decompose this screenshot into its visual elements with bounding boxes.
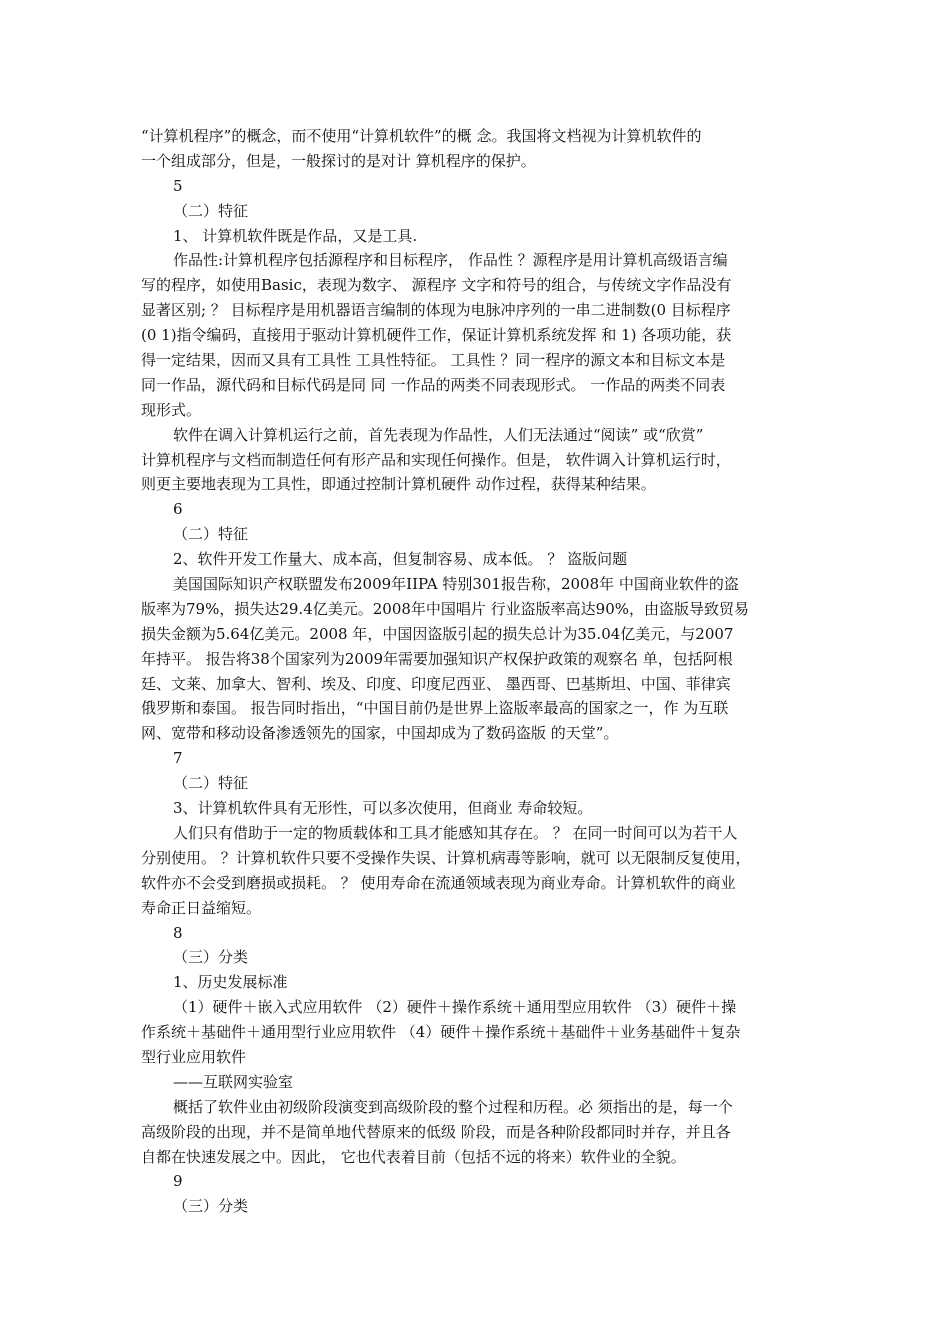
text-line: 8 xyxy=(173,923,183,942)
text-line: ——互联网实验室 xyxy=(173,1072,294,1091)
text-line: 年持平。 报告将38个国家列为2009年需要加强知识产权保护政策的观察名 单，包括阿根 xyxy=(141,649,733,668)
text-line: 9 xyxy=(173,1172,183,1191)
text-line: 软件亦不会受到磨损或损耗。 ？ 使用寿命在流通领域表现为商业寿命。计算机软件的商业 xyxy=(141,873,736,892)
text-line: 寿命正日益缩短。 xyxy=(141,898,262,917)
text-line: 分别使用。 ？计算机软件只要不受操作失误、计算机病毒等影响，就可 以无限制反复使用， xyxy=(141,848,751,867)
text-line: 计算机程序与文档而制造任何有形产品和实现任何操作。但是， 软件调入计算机运行时， xyxy=(141,450,731,469)
text-line: 得一定结果，因而又具有工具性 工具性特征。 工具性 ？同一程序的源文本和目标文本是 xyxy=(141,351,726,370)
text-line: 损失金额为5.64亿美元。2008 年，中国因盗版引起的损失总计为35.04亿美元，与2007 xyxy=(141,624,734,643)
text-line: 一个组成部分，但是，一般探讨的是对计 算机程序的保护。 xyxy=(141,151,536,170)
text-line: 同一作品，源代码和目标代码是同 同 一作品的两类不同表现形式。 一作品的两类不同表 xyxy=(141,375,726,394)
text-line: （二）特征 xyxy=(173,774,249,793)
text-line: 5 xyxy=(173,176,183,195)
text-line: 3、计算机软件具有无形性，可以多次使用，但商业 寿命较短。 xyxy=(173,799,593,818)
document-body xyxy=(141,124,814,1219)
text-line: 作品性:计算机程序包括源程序和目标程序， 作品性 ？源程序是用计算机高级语言编 xyxy=(173,251,728,270)
text-line: 型行业应用软件 xyxy=(141,1047,247,1066)
text-line: 2、软件开发工作量大、成本高，但复制容易、成本低。 ？ 盗版问题 xyxy=(173,550,628,569)
text-line: 则更主要地表现为工具性，即通过控制计算机硬件 动作过程，获得某种结果。 xyxy=(141,475,656,494)
text-line: (0 1)指令编码，直接用于驱动计算机硬件工作，保证计算机系统发挥 和 1) 各项功能，获 xyxy=(141,326,732,345)
text-line: （三）分类 xyxy=(173,948,249,967)
text-line: 高级阶段的出现，并不是简单地代替原来的低级 阶段，而是各种阶段都同时并存，并且各 xyxy=(141,1122,731,1141)
text-line: （1）硬件＋嵌入式应用软件 （2）硬件＋操作系统＋通用型应用软件 （3）硬件＋操 xyxy=(173,998,737,1017)
text-line: （二）特征 xyxy=(173,201,249,220)
text-line: 1、 计算机软件既是作品，又是工具. xyxy=(173,226,418,245)
text-line: 概括了软件业由初级阶段演变到高级阶段的整个过程和历程。必 须指出的是，每一个 xyxy=(173,1097,733,1116)
text-line: 美国国际知识产权联盟发布2009年IIPA 特别301报告称，2008年 中国商业软件的盗 xyxy=(173,575,739,594)
text-line: 版率为79%，损失达29.4亿美元。2008年中国唱片 行业盗版率高达90%，由盗版导致贸易 xyxy=(141,599,750,618)
text-line: （二）特征 xyxy=(173,525,249,544)
text-line: 1、历史发展标准 xyxy=(173,973,288,992)
text-line: 6 xyxy=(173,500,183,519)
text-line: “计算机程序”的概念，而不使用“计算机软件”的概 念。我国将文档视为计算机软件的 xyxy=(141,127,702,145)
text-line: 人们只有借助于一定的物质载体和工具才能感知其存在。 ？ 在同一时间可以为若干人 xyxy=(173,823,738,842)
text-line: 网、宽带和移动设备渗透领先的国家，中国却成为了数码盗版 的天堂”。 xyxy=(141,724,619,743)
text-line: 作系统＋基础件＋通用型行业应用软件 （4）硬件＋操作系统＋基础件＋业务基础件＋复杂 xyxy=(141,1023,741,1042)
text-line: 俄罗斯和泰国。 报告同时指出，“中国目前仍是世界上盗版率最高的国家之一，作 为互联 xyxy=(141,699,729,718)
text-line: 现形式。 xyxy=(141,400,202,419)
text-line: （三）分类 xyxy=(173,1197,249,1216)
text-line: 自都在快速发展之中。因此， 它也代表着目前（包括不远的将来）软件业的全貌。 xyxy=(141,1147,686,1166)
text-line: 写的程序，如使用Basic，表现为数字、 源程序 文字和符号的组合，与传统文字作品没有 xyxy=(141,276,732,295)
text-line: 7 xyxy=(173,749,183,768)
text-line: 软件在调入计算机运行之前，首先表现为作品性，人们无法通过“阅读” 或“欣赏” xyxy=(173,425,704,444)
text-line: 显著区别; ？ 目标程序是用机器语言编制的体现为电脉冲序列的一串二进制数(0 目标程序 xyxy=(141,301,731,320)
text-line: 廷、文莱、加拿大、智利、埃及、印度、印度尼西亚、 墨西哥、巴基斯坦、中国、菲律宾 xyxy=(141,674,731,693)
